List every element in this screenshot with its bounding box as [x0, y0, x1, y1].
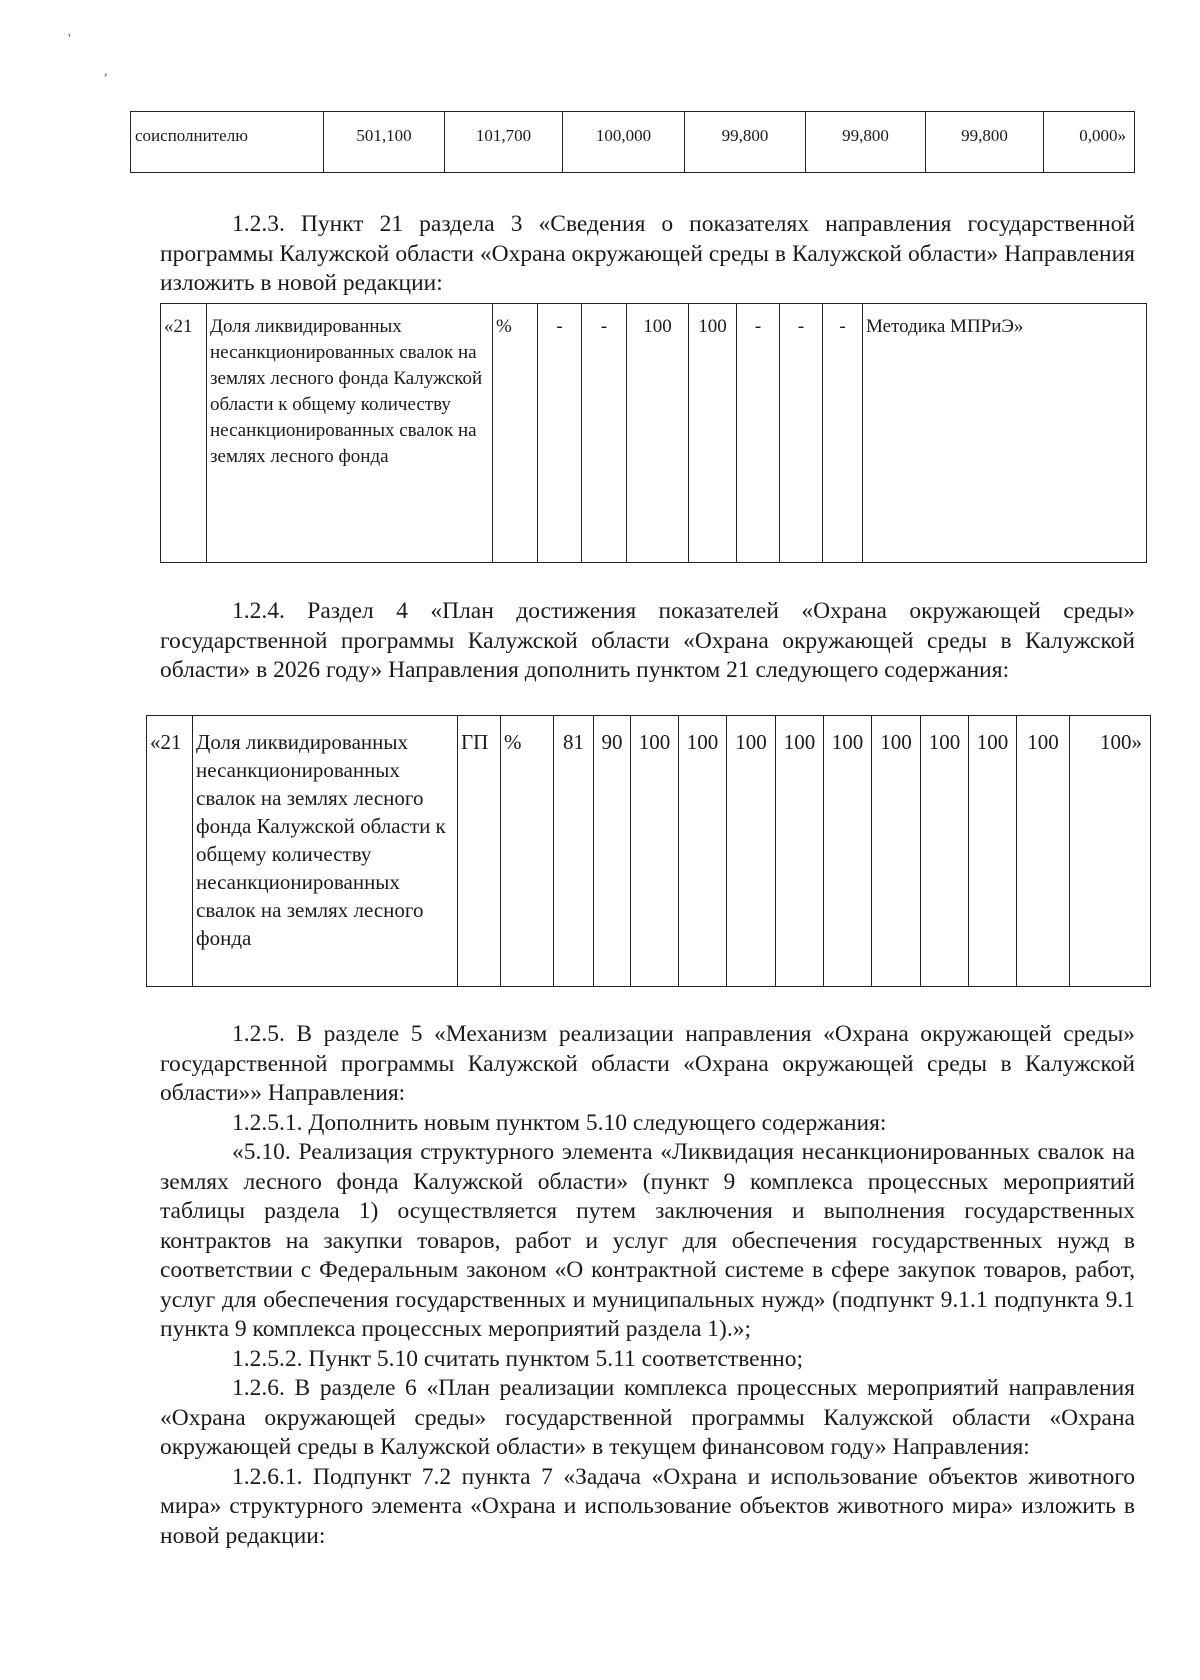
table-cell: 99,800 — [685, 112, 806, 173]
value-cell: 90 — [594, 716, 631, 987]
value-cell: 100 — [969, 716, 1017, 987]
value-cell: 100 — [727, 716, 776, 987]
value-cell: 100 — [824, 716, 872, 987]
value-cell: - — [538, 304, 582, 563]
value-cell: 100 — [689, 304, 737, 563]
table-cell: 501,100 — [324, 112, 445, 173]
table-row — [131, 112, 1135, 173]
table-cell: соисполнителю — [131, 112, 324, 173]
value-cell: 100» — [1070, 716, 1151, 987]
paragraph-1-2-4 — [160, 597, 1135, 686]
table-row — [147, 716, 1151, 987]
table-cell: 101,700 — [445, 112, 563, 173]
row-number-cell: «21 — [161, 304, 207, 563]
indicator-name-cell: Доля ликвидированных несанкционированных свалок на землях лесного фонда Калужской области к общему количеству несанкционированных свалок на землях лесного фонда — [207, 304, 493, 563]
indicator-name-cell: Доля ликвидированных несанкционированных свалок на землях лесного фонда Калужской области к общему количеству несанкционированных свалок на землях лесного фонда — [193, 716, 458, 987]
value-cell: - — [737, 304, 780, 563]
table-cell: 100,000 — [563, 112, 685, 173]
paragraph-1-2-6-1: 1.2.6.1. Подпункт 7.2 пункта 7 «Задача «Охрана и использование объектов животного мира» структурного элемента «Охрана и использование объектов животного мира» изложить в новой редакции: — [160, 1463, 1135, 1549]
value-cell: - — [582, 304, 627, 563]
level-cell: ГП — [458, 716, 501, 987]
funding-table-fragment — [130, 111, 1135, 173]
body-text — [160, 1020, 1135, 1551]
value-cell: 100 — [776, 716, 824, 987]
paragraph-1-2-5: 1.2.5. В разделе 5 «Механизм реализации направления «Охрана окружающей среды» государственной программы Калужской области «Охрана окружающей среды в Калужской области»» Направления: — [160, 1021, 1135, 1106]
unit-cell: % — [501, 716, 554, 987]
value-cell: - — [780, 304, 823, 563]
value-cell: 100 — [921, 716, 969, 987]
table-row — [161, 304, 1147, 563]
paragraph-text: 1.2.3. Пункт 21 раздела 3 «Сведения о показателях направления государственной программы Калужской области «Охрана окружающей среды в Калужской области» Направления изложить в новой редакции: — [160, 211, 1135, 296]
indicator-info-table — [160, 303, 1147, 563]
table-cell: 99,800 — [926, 112, 1044, 173]
value-cell: - — [823, 304, 863, 563]
value-cell: 100 — [872, 716, 921, 987]
paragraph-1-2-3 — [160, 210, 1135, 299]
value-cell: 100 — [631, 716, 679, 987]
paragraph-text: 1.2.4. Раздел 4 «План достижения показателей «Охрана окружающей среды» государственной программы Калужской области «Охрана окружающей среды в Калужской области» в 2026 году» Направления дополнить пунктом 21 следующего содержания: — [160, 598, 1135, 683]
table-cell: 0,000» — [1044, 112, 1135, 173]
paragraph-1-2-6: 1.2.6. В разделе 6 «План реализации комплекса процессных мероприятий направления «Охрана окружающей среды» государственной программы Калужской области «Охрана окружающей среды в Калужской области» в текущем финансовом году» Направления: — [160, 1375, 1135, 1460]
scan-mark: , — [104, 64, 108, 79]
indicator-plan-table — [146, 715, 1151, 987]
scan-mark: ' — [68, 32, 71, 47]
unit-cell: % — [493, 304, 538, 563]
row-number-cell: «21 — [147, 716, 193, 987]
value-cell: 100 — [679, 716, 727, 987]
value-cell: 81 — [554, 716, 594, 987]
paragraph-5-10: «5.10. Реализация структурного элемента «Ликвидация несанкционированных свалок на землях лесного фонда Калужской области» (пункт 9 комплекса процессных мероприятий таблицы раздела 1) осуществляется путем заключения и выполнения государственных контрактов на закупки товаров, работ и услуг для обеспечения государственных нужд в соответствии с Федеральным законом «О контрактной системе в сфере закупок товаров, работ, услуг для обеспечения государственных и муниципальных нужд» (подпункт 9.1.1 подпункта 9.1 пункта 9 комплекса процессных мероприятий раздела 1).»; — [160, 1139, 1135, 1342]
method-cell: Методика МПРиЭ» — [863, 304, 1147, 563]
value-cell: 100 — [627, 304, 689, 563]
value-cell: 100 — [1017, 716, 1070, 987]
paragraph-1-2-5-1: 1.2.5.1. Дополнить новым пунктом 5.10 следующего содержания: — [232, 1109, 887, 1136]
paragraph-1-2-5-2: 1.2.5.2. Пункт 5.10 считать пунктом 5.11 соответственно; — [232, 1345, 804, 1372]
table-cell: 99,800 — [806, 112, 926, 173]
